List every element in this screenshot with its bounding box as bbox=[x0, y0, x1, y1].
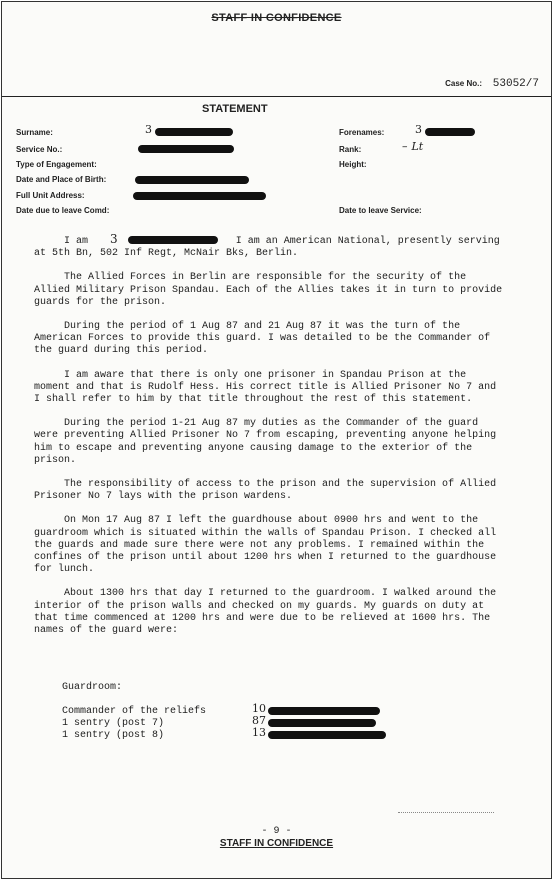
rank-handwritten-text: Lt bbox=[411, 140, 424, 153]
type-of-engagement-label: Type of Engagement: bbox=[16, 160, 97, 169]
case-number-value: 53052/7 bbox=[492, 78, 539, 90]
paragraph-2: The Allied Forces in Berlin are responsible for the security of the Allied Military Prison Spandau. Each of the Allies takes it in turn to provide guards for the prison. bbox=[34, 272, 503, 308]
forenames-redaction bbox=[425, 128, 475, 136]
paragraph-7: On Mon 17 Aug 87 I left the guardhouse about 0900 hrs and went to the guardroom which is situated within the walls of Spandau Prison. I checked all the guards and made sure there were not any problems. I remained within the confines of the prison until about 1200 hrs when I returned to the guardhouse for lunch. bbox=[34, 515, 497, 576]
rank-label: Rank: bbox=[339, 145, 362, 154]
case-number-label: Case No.: bbox=[445, 79, 482, 88]
date-to-leave-service-label: Date to leave Service: bbox=[339, 206, 422, 215]
height-label: Height: bbox=[339, 160, 367, 169]
guard-2-redaction bbox=[268, 719, 376, 727]
paragraph-8: About 1300 hrs that day I returned to the guardroom. I walked around the interior of the prison walls and checked on my guards. My guards on duty at that time commenced at 1200 hrs and were due to be relieved at 1600 hrs. The names of the guard were: bbox=[34, 588, 497, 637]
dob-redaction bbox=[135, 176, 249, 184]
paragraph-1-end: I am an American National, presently serving at 5th Bn, 502 Inf Regt, McNair Bks, Berlin. bbox=[34, 236, 500, 260]
surname-label: Surname: bbox=[16, 128, 53, 137]
guard-row-sentry-post-8: 1 sentry (post 8) bbox=[62, 730, 165, 741]
guard-1-handwritten-mark: 10 bbox=[252, 702, 266, 715]
statement-title: STATEMENT bbox=[202, 103, 268, 115]
intro-name-redaction bbox=[128, 236, 218, 244]
guard-list-heading: Guardroom: bbox=[62, 682, 123, 693]
paragraph-4: I am aware that there is only one prisoner in Spandau Prison at the moment and that is Rudolf Hess. His correct title is Allied Prisoner No 7 and I shall refer to him by that title throughout the rest of this statement. bbox=[34, 369, 497, 406]
header-classification bbox=[2, 12, 551, 24]
header-divider bbox=[2, 96, 551, 97]
guard-3-handwritten-mark: 13 bbox=[252, 726, 266, 739]
paragraph-1 bbox=[34, 233, 504, 260]
service-no-label: Service No.: bbox=[16, 145, 63, 154]
faint-stamp-mark bbox=[398, 812, 494, 818]
paragraph-1-start: I am bbox=[64, 236, 89, 247]
guard-2-handwritten-mark: 87 bbox=[252, 714, 266, 727]
rank-handwritten-mark: – Lt bbox=[402, 140, 424, 153]
full-unit-address-label: Full Unit Address: bbox=[16, 191, 85, 200]
intro-handwritten-mark: 3 bbox=[110, 232, 118, 246]
surname-redaction bbox=[155, 128, 233, 136]
footer-classification: STAFF IN CONFIDENCE bbox=[219, 838, 334, 849]
forenames-label: Forenames: bbox=[339, 128, 385, 137]
paragraph-5: During the period 1-21 Aug 87 my duties as the Commander of the guard were preventing Allied Prisoner No 7 from escaping, preventing anyone helping him to escape and preventing anyone causing damage to the exterior of the prison. bbox=[34, 418, 497, 466]
statement-body bbox=[34, 233, 504, 637]
surname-handwritten-mark: 3 bbox=[145, 123, 152, 136]
header-classification-text: STAFF IN CONFIDENCE bbox=[211, 12, 342, 24]
guard-row-commander: Commander of the reliefs bbox=[62, 706, 207, 717]
address-redaction bbox=[133, 192, 266, 200]
service-no-redaction bbox=[138, 145, 234, 153]
paragraph-6: The responsibility of access to the prison and the supervision of Allied Prisoner No 7 lays with the prison wardens. bbox=[34, 479, 497, 503]
page-number: - 9 - bbox=[261, 826, 292, 837]
guard-3-redaction bbox=[268, 731, 386, 739]
statement-page bbox=[1, 1, 552, 879]
guard-row-sentry-post-7: 1 sentry (post 7) bbox=[62, 718, 165, 729]
case-number bbox=[445, 78, 539, 90]
forenames-handwritten-mark: 3 bbox=[415, 123, 422, 136]
guard-1-redaction bbox=[268, 707, 380, 715]
paragraph-3: During the period of 1 Aug 87 and 21 Aug 87 it was the turn of the American Forces to provide this guard. I was detailed to be the Commander of the guard during this period. bbox=[34, 321, 491, 357]
date-due-to-leave-comd-label: Date due to leave Comd: bbox=[16, 206, 110, 215]
date-place-of-birth-label: Date and Place of Birth: bbox=[16, 175, 107, 184]
